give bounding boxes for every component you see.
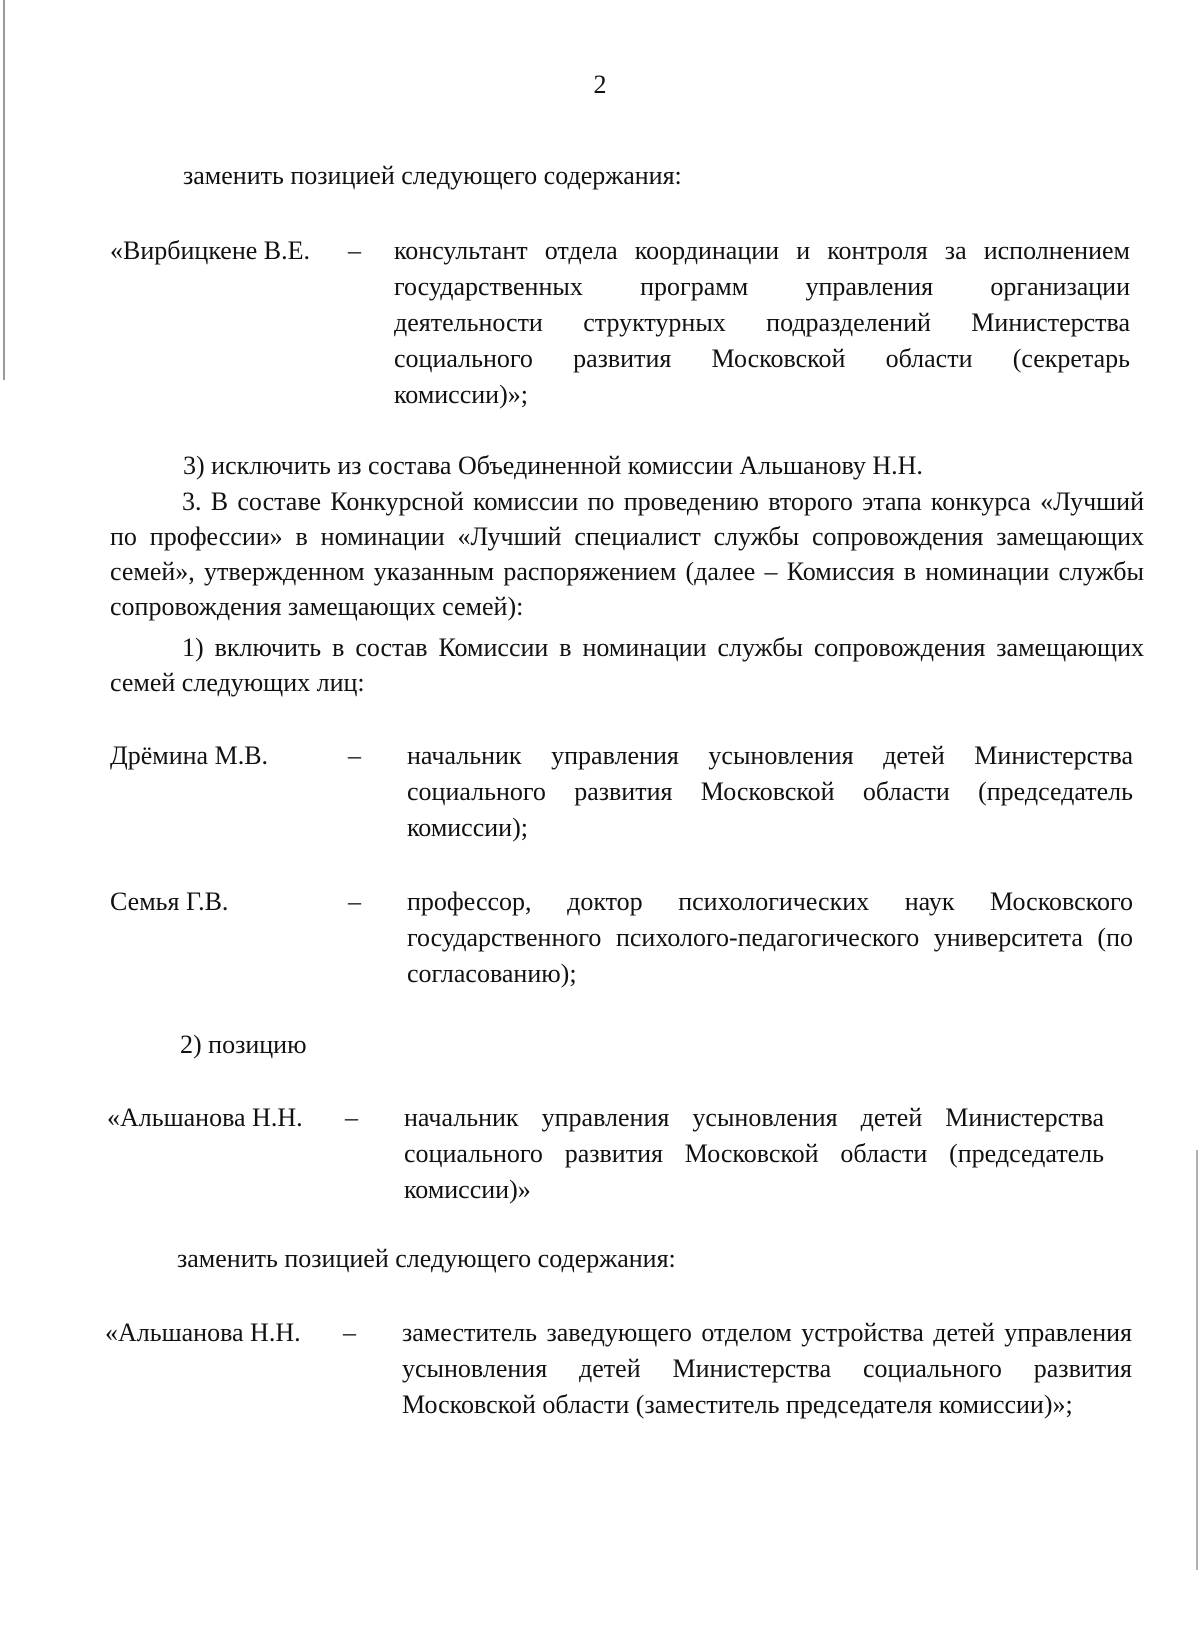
entry-description: начальник управления усыновления детей Министерства социального развития Московской области (председатель комиссии); [407,741,1133,842]
entry-description: консультант отдела координации и контроля за исполнением государственных программ управления организации деятельности структурных подразделений Министерства социального развития Московской области (секретарь комиссии)»; [394,236,1130,409]
scan-edge-line-left [3,0,5,380]
entry-dash: – [345,1103,358,1132]
entry-name: «Вирбицкене В.Е. [110,236,311,265]
item-1-include: 1) включить в состав Комиссии в номинации службы сопровождения замещающих семей следующих лиц: [110,633,1144,697]
entry-name: «Альшанова Н.Н. [105,1318,301,1347]
replace-intro-1: заменить позицией следующего содержания: [183,161,682,190]
entry-description: профессор, доктор психологических наук Московского государственного психолого-педагогического университета (по согласованию); [407,887,1133,988]
entry-dash: – [348,236,361,265]
page-number: 2 [593,70,607,99]
section-3-paragraph: 3. В составе Конкурсной комиссии по проведению второго этапа конкурса «Лучший по профессии» в номинации «Лучший специалист службы сопровождения замещающих семей», утвержденном указанным распоряжением (далее – Комиссия в номинации службы сопровождения замещающих семей): [110,487,1144,621]
entry-description: заместитель заведующего отделом устройства детей управления усыновления детей Министерства социального развития Московской области (заместитель председателя комиссии)»; [402,1318,1132,1419]
entry-description: начальник управления усыновления детей Министерства социального развития Московской области (председатель комиссии)» [404,1103,1104,1204]
item-3-exclude: 3) исключить из состава Объединенной комиссии Альшанову Н.Н. [183,451,923,480]
entry-name: «Альшанова Н.Н. [107,1103,303,1132]
entry-dash: – [348,887,361,916]
item-2-position: 2) позицию [180,1030,307,1059]
entry-dash: – [343,1318,356,1347]
replace-intro-2: заменить позицией следующего содержания: [177,1244,676,1273]
scan-edge-line-right [1196,1150,1198,1570]
entry-name: Семья Г.В. [110,887,229,916]
entry-dash: – [348,741,361,770]
entry-name: Дрёмина М.В. [110,741,269,770]
